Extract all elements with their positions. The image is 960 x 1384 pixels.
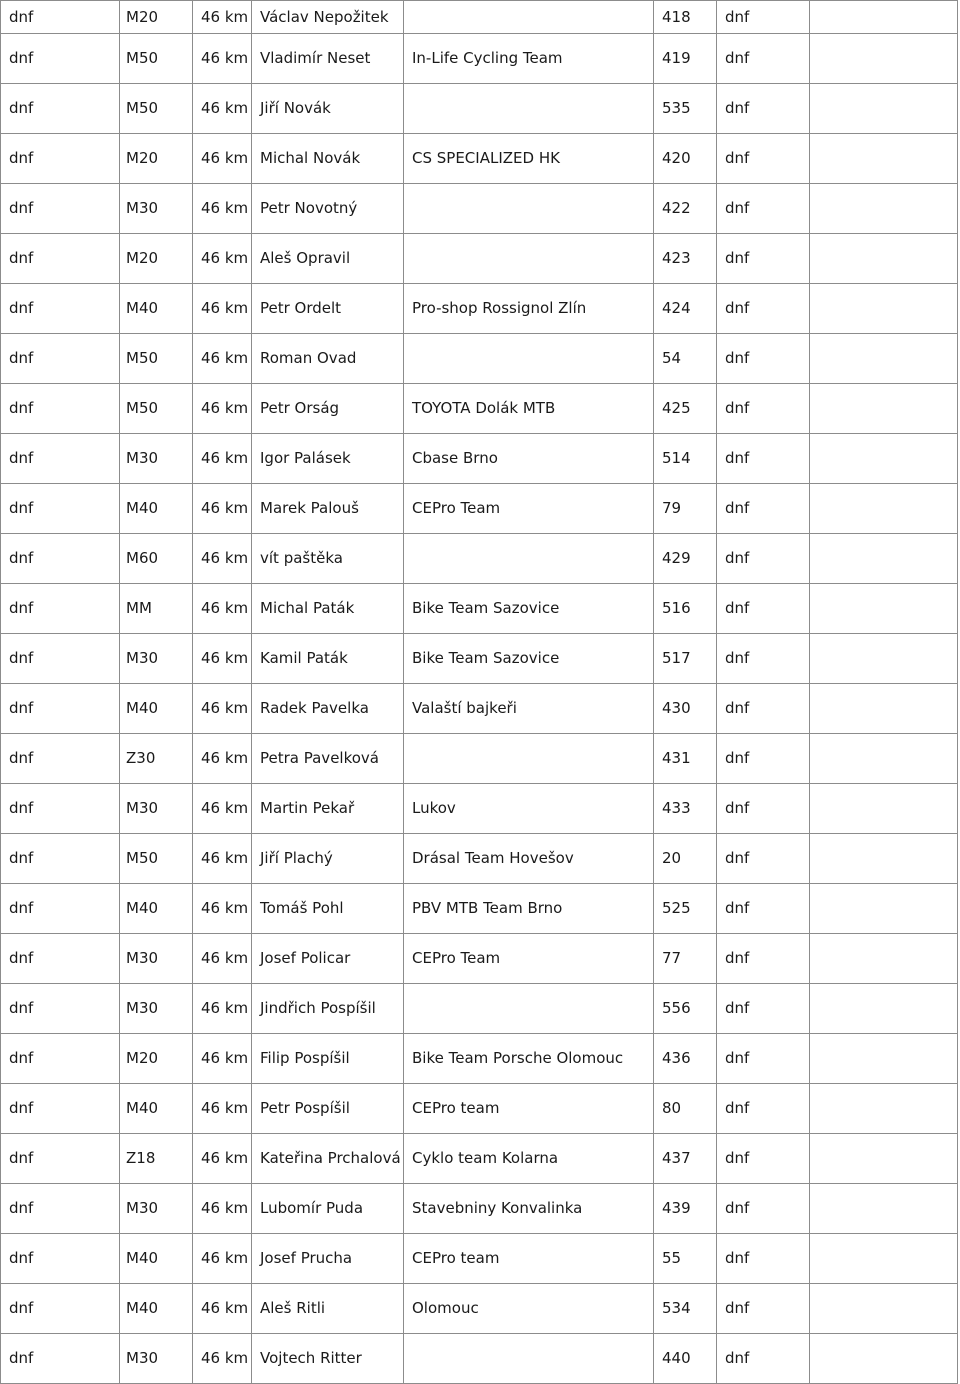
table-row: [1, 334, 958, 384]
rider-name-cell: Vojtech Ritter: [252, 1334, 404, 1384]
rider-name-cell: Tomáš Pohl: [252, 884, 404, 934]
distance-cell: 46 km: [193, 134, 252, 184]
status-cell: dnf: [1, 1134, 120, 1184]
distance-cell: 46 km: [193, 934, 252, 984]
team-cell: Stavebniny Konvalinka: [404, 1184, 654, 1234]
table-row: [1, 1, 958, 34]
rider-name-cell: Václav Nepožitek: [252, 1, 404, 34]
distance-cell: 46 km: [193, 1184, 252, 1234]
result-cell: dnf: [717, 634, 810, 684]
category-cell: M40: [120, 284, 193, 334]
start-number-cell: 440: [654, 1334, 717, 1384]
start-number-cell: 429: [654, 534, 717, 584]
team-cell: Cbase Brno: [404, 434, 654, 484]
status-cell: dnf: [1, 1184, 120, 1234]
result-cell: dnf: [717, 34, 810, 84]
category-cell: M40: [120, 484, 193, 534]
distance-cell: 46 km: [193, 734, 252, 784]
distance-cell: 46 km: [193, 1284, 252, 1334]
team-cell: [404, 234, 654, 284]
empty-cell: [810, 1134, 958, 1184]
team-cell: CEPro team: [404, 1084, 654, 1134]
result-cell: dnf: [717, 234, 810, 284]
empty-cell: [810, 34, 958, 84]
rider-name-cell: Michal Paták: [252, 584, 404, 634]
team-cell: CEPro Team: [404, 484, 654, 534]
category-cell: M30: [120, 1184, 193, 1234]
result-cell: dnf: [717, 684, 810, 734]
distance-cell: 46 km: [193, 784, 252, 834]
empty-cell: [810, 484, 958, 534]
distance-cell: 46 km: [193, 34, 252, 84]
category-cell: M40: [120, 1084, 193, 1134]
table-row: [1, 934, 958, 984]
distance-cell: 46 km: [193, 334, 252, 384]
distance-cell: 46 km: [193, 1034, 252, 1084]
status-cell: dnf: [1, 1084, 120, 1134]
empty-cell: [810, 1234, 958, 1284]
team-cell: [404, 184, 654, 234]
team-cell: [404, 984, 654, 1034]
empty-cell: [810, 334, 958, 384]
status-cell: dnf: [1, 434, 120, 484]
empty-cell: [810, 684, 958, 734]
distance-cell: 46 km: [193, 634, 252, 684]
rider-name-cell: Kateřina Prchalová: [252, 1134, 404, 1184]
rider-name-cell: Petr Ordelt: [252, 284, 404, 334]
status-cell: dnf: [1, 1284, 120, 1334]
result-cell: dnf: [717, 434, 810, 484]
start-number-cell: 517: [654, 634, 717, 684]
rider-name-cell: Radek Pavelka: [252, 684, 404, 734]
table-row: [1, 734, 958, 784]
status-cell: dnf: [1, 384, 120, 434]
start-number-cell: 422: [654, 184, 717, 234]
table-row: [1, 1034, 958, 1084]
rider-name-cell: Jindřich Pospíšil: [252, 984, 404, 1034]
distance-cell: 46 km: [193, 184, 252, 234]
category-cell: M40: [120, 1284, 193, 1334]
table-row: [1, 834, 958, 884]
result-cell: dnf: [717, 1284, 810, 1334]
start-number-cell: 423: [654, 234, 717, 284]
table-row: [1, 184, 958, 234]
table-row: [1, 234, 958, 284]
rider-name-cell: Vladimír Neset: [252, 34, 404, 84]
category-cell: M30: [120, 184, 193, 234]
result-cell: dnf: [717, 284, 810, 334]
team-cell: [404, 84, 654, 134]
status-cell: dnf: [1, 934, 120, 984]
empty-cell: [810, 584, 958, 634]
category-cell: M60: [120, 534, 193, 584]
status-cell: dnf: [1, 584, 120, 634]
start-number-cell: 433: [654, 784, 717, 834]
rider-name-cell: Lubomír Puda: [252, 1184, 404, 1234]
empty-cell: [810, 634, 958, 684]
team-cell: CEPro Team: [404, 934, 654, 984]
table-row: [1, 34, 958, 84]
status-cell: dnf: [1, 1234, 120, 1284]
category-cell: M40: [120, 884, 193, 934]
start-number-cell: 77: [654, 934, 717, 984]
status-cell: dnf: [1, 1, 120, 34]
category-cell: M50: [120, 334, 193, 384]
category-cell: M50: [120, 84, 193, 134]
status-cell: dnf: [1, 234, 120, 284]
empty-cell: [810, 184, 958, 234]
rider-name-cell: Igor Palásek: [252, 434, 404, 484]
empty-cell: [810, 1034, 958, 1084]
table-row: [1, 134, 958, 184]
rider-name-cell: Josef Policar: [252, 934, 404, 984]
result-cell: dnf: [717, 934, 810, 984]
team-cell: Bike Team Porsche Olomouc: [404, 1034, 654, 1084]
category-cell: M50: [120, 834, 193, 884]
result-cell: dnf: [717, 1084, 810, 1134]
distance-cell: 46 km: [193, 684, 252, 734]
start-number-cell: 54: [654, 334, 717, 384]
rider-name-cell: Josef Prucha: [252, 1234, 404, 1284]
rider-name-cell: Petra Pavelková: [252, 734, 404, 784]
status-cell: dnf: [1, 534, 120, 584]
status-cell: dnf: [1, 884, 120, 934]
distance-cell: 46 km: [193, 284, 252, 334]
status-cell: dnf: [1, 984, 120, 1034]
category-cell: M30: [120, 434, 193, 484]
start-number-cell: 556: [654, 984, 717, 1034]
result-cell: dnf: [717, 334, 810, 384]
status-cell: dnf: [1, 184, 120, 234]
empty-cell: [810, 534, 958, 584]
result-cell: dnf: [717, 384, 810, 434]
team-cell: [404, 1334, 654, 1384]
team-cell: Cyklo team Kolarna: [404, 1134, 654, 1184]
category-cell: M50: [120, 34, 193, 84]
distance-cell: 46 km: [193, 84, 252, 134]
team-cell: [404, 534, 654, 584]
start-number-cell: 55: [654, 1234, 717, 1284]
result-cell: dnf: [717, 534, 810, 584]
status-cell: dnf: [1, 284, 120, 334]
empty-cell: [810, 1084, 958, 1134]
category-cell: M20: [120, 1, 193, 34]
result-cell: dnf: [717, 1034, 810, 1084]
table-row: [1, 384, 958, 434]
rider-name-cell: Petr Orság: [252, 384, 404, 434]
distance-cell: 46 km: [193, 834, 252, 884]
table-row: [1, 1134, 958, 1184]
category-cell: M50: [120, 384, 193, 434]
empty-cell: [810, 834, 958, 884]
team-cell: PBV MTB Team Brno: [404, 884, 654, 934]
result-cell: dnf: [717, 1, 810, 34]
distance-cell: 46 km: [193, 1234, 252, 1284]
start-number-cell: 420: [654, 134, 717, 184]
result-cell: dnf: [717, 734, 810, 784]
rider-name-cell: Kamil Paták: [252, 634, 404, 684]
start-number-cell: 516: [654, 584, 717, 634]
empty-cell: [810, 934, 958, 984]
start-number-cell: 525: [654, 884, 717, 934]
rider-name-cell: Roman Ovad: [252, 334, 404, 384]
start-number-cell: 514: [654, 434, 717, 484]
rider-name-cell: Petr Pospíšil: [252, 1084, 404, 1134]
start-number-cell: 437: [654, 1134, 717, 1184]
distance-cell: 46 km: [193, 984, 252, 1034]
empty-cell: [810, 734, 958, 784]
result-cell: dnf: [717, 984, 810, 1034]
result-cell: dnf: [717, 1134, 810, 1184]
team-cell: CEPro team: [404, 1234, 654, 1284]
table-row: [1, 684, 958, 734]
table-row: [1, 634, 958, 684]
rider-name-cell: Aleš Ritli: [252, 1284, 404, 1334]
distance-cell: 46 km: [193, 534, 252, 584]
distance-cell: 46 km: [193, 234, 252, 284]
rider-name-cell: Marek Palouš: [252, 484, 404, 534]
distance-cell: 46 km: [193, 1334, 252, 1384]
team-cell: Valaští bajkeři: [404, 684, 654, 734]
start-number-cell: 436: [654, 1034, 717, 1084]
category-cell: M20: [120, 1034, 193, 1084]
empty-cell: [810, 784, 958, 834]
table-row: [1, 1284, 958, 1334]
start-number-cell: 424: [654, 284, 717, 334]
result-cell: dnf: [717, 1234, 810, 1284]
status-cell: dnf: [1, 784, 120, 834]
empty-cell: [810, 134, 958, 184]
table-row: [1, 884, 958, 934]
status-cell: dnf: [1, 684, 120, 734]
category-cell: M30: [120, 784, 193, 834]
status-cell: dnf: [1, 84, 120, 134]
start-number-cell: 80: [654, 1084, 717, 1134]
table-row: [1, 84, 958, 134]
table-row: [1, 534, 958, 584]
result-cell: dnf: [717, 184, 810, 234]
result-cell: dnf: [717, 834, 810, 884]
table-row: [1, 1184, 958, 1234]
start-number-cell: 535: [654, 84, 717, 134]
team-cell: [404, 1, 654, 34]
result-cell: dnf: [717, 1334, 810, 1384]
table-row: [1, 584, 958, 634]
result-cell: dnf: [717, 484, 810, 534]
team-cell: [404, 734, 654, 784]
team-cell: In-Life Cycling Team: [404, 34, 654, 84]
result-cell: dnf: [717, 784, 810, 834]
empty-cell: [810, 984, 958, 1034]
category-cell: M20: [120, 134, 193, 184]
status-cell: dnf: [1, 1334, 120, 1384]
empty-cell: [810, 1284, 958, 1334]
team-cell: [404, 334, 654, 384]
result-cell: dnf: [717, 584, 810, 634]
team-cell: Bike Team Sazovice: [404, 634, 654, 684]
team-cell: Olomouc: [404, 1284, 654, 1334]
status-cell: dnf: [1, 734, 120, 784]
distance-cell: 46 km: [193, 484, 252, 534]
start-number-cell: 425: [654, 384, 717, 434]
table-row: [1, 434, 958, 484]
distance-cell: 46 km: [193, 384, 252, 434]
team-cell: TOYOTA Dolák MTB: [404, 384, 654, 434]
rider-name-cell: Michal Novák: [252, 134, 404, 184]
empty-cell: [810, 284, 958, 334]
category-cell: Z30: [120, 734, 193, 784]
status-cell: dnf: [1, 1034, 120, 1084]
start-number-cell: 419: [654, 34, 717, 84]
status-cell: dnf: [1, 634, 120, 684]
empty-cell: [810, 1, 958, 34]
start-number-cell: 534: [654, 1284, 717, 1334]
distance-cell: 46 km: [193, 1084, 252, 1134]
start-number-cell: 418: [654, 1, 717, 34]
result-cell: dnf: [717, 884, 810, 934]
empty-cell: [810, 1184, 958, 1234]
result-cell: dnf: [717, 84, 810, 134]
category-cell: MM: [120, 584, 193, 634]
rider-name-cell: Petr Novotný: [252, 184, 404, 234]
rider-name-cell: Aleš Opravil: [252, 234, 404, 284]
start-number-cell: 430: [654, 684, 717, 734]
category-cell: Z18: [120, 1134, 193, 1184]
team-cell: Lukov: [404, 784, 654, 834]
results-body: [1, 1, 958, 1384]
team-cell: CS SPECIALIZED HK: [404, 134, 654, 184]
category-cell: M30: [120, 1334, 193, 1384]
empty-cell: [810, 434, 958, 484]
empty-cell: [810, 234, 958, 284]
start-number-cell: 79: [654, 484, 717, 534]
status-cell: dnf: [1, 834, 120, 884]
rider-name-cell: Jiří Novák: [252, 84, 404, 134]
distance-cell: 46 km: [193, 584, 252, 634]
team-cell: Drásal Team Hovešov: [404, 834, 654, 884]
distance-cell: 46 km: [193, 1, 252, 34]
rider-name-cell: vít paštěka: [252, 534, 404, 584]
category-cell: M30: [120, 634, 193, 684]
start-number-cell: 20: [654, 834, 717, 884]
team-cell: Bike Team Sazovice: [404, 584, 654, 634]
category-cell: M30: [120, 984, 193, 1034]
empty-cell: [810, 884, 958, 934]
distance-cell: 46 km: [193, 884, 252, 934]
category-cell: M20: [120, 234, 193, 284]
rider-name-cell: Martin Pekař: [252, 784, 404, 834]
table-row: [1, 984, 958, 1034]
empty-cell: [810, 84, 958, 134]
status-cell: dnf: [1, 484, 120, 534]
category-cell: M30: [120, 934, 193, 984]
result-cell: dnf: [717, 134, 810, 184]
result-cell: dnf: [717, 1184, 810, 1234]
table-row: [1, 1334, 958, 1384]
table-row: [1, 1084, 958, 1134]
category-cell: M40: [120, 1234, 193, 1284]
table-row: [1, 1234, 958, 1284]
category-cell: M40: [120, 684, 193, 734]
team-cell: Pro-shop Rossignol Zlín: [404, 284, 654, 334]
rider-name-cell: Jiří Plachý: [252, 834, 404, 884]
table-row: [1, 484, 958, 534]
table-row: [1, 284, 958, 334]
table-row: [1, 784, 958, 834]
start-number-cell: 439: [654, 1184, 717, 1234]
status-cell: dnf: [1, 134, 120, 184]
distance-cell: 46 km: [193, 1134, 252, 1184]
status-cell: dnf: [1, 334, 120, 384]
rider-name-cell: Filip Pospíšil: [252, 1034, 404, 1084]
status-cell: dnf: [1, 34, 120, 84]
start-number-cell: 431: [654, 734, 717, 784]
empty-cell: [810, 384, 958, 434]
empty-cell: [810, 1334, 958, 1384]
distance-cell: 46 km: [193, 434, 252, 484]
